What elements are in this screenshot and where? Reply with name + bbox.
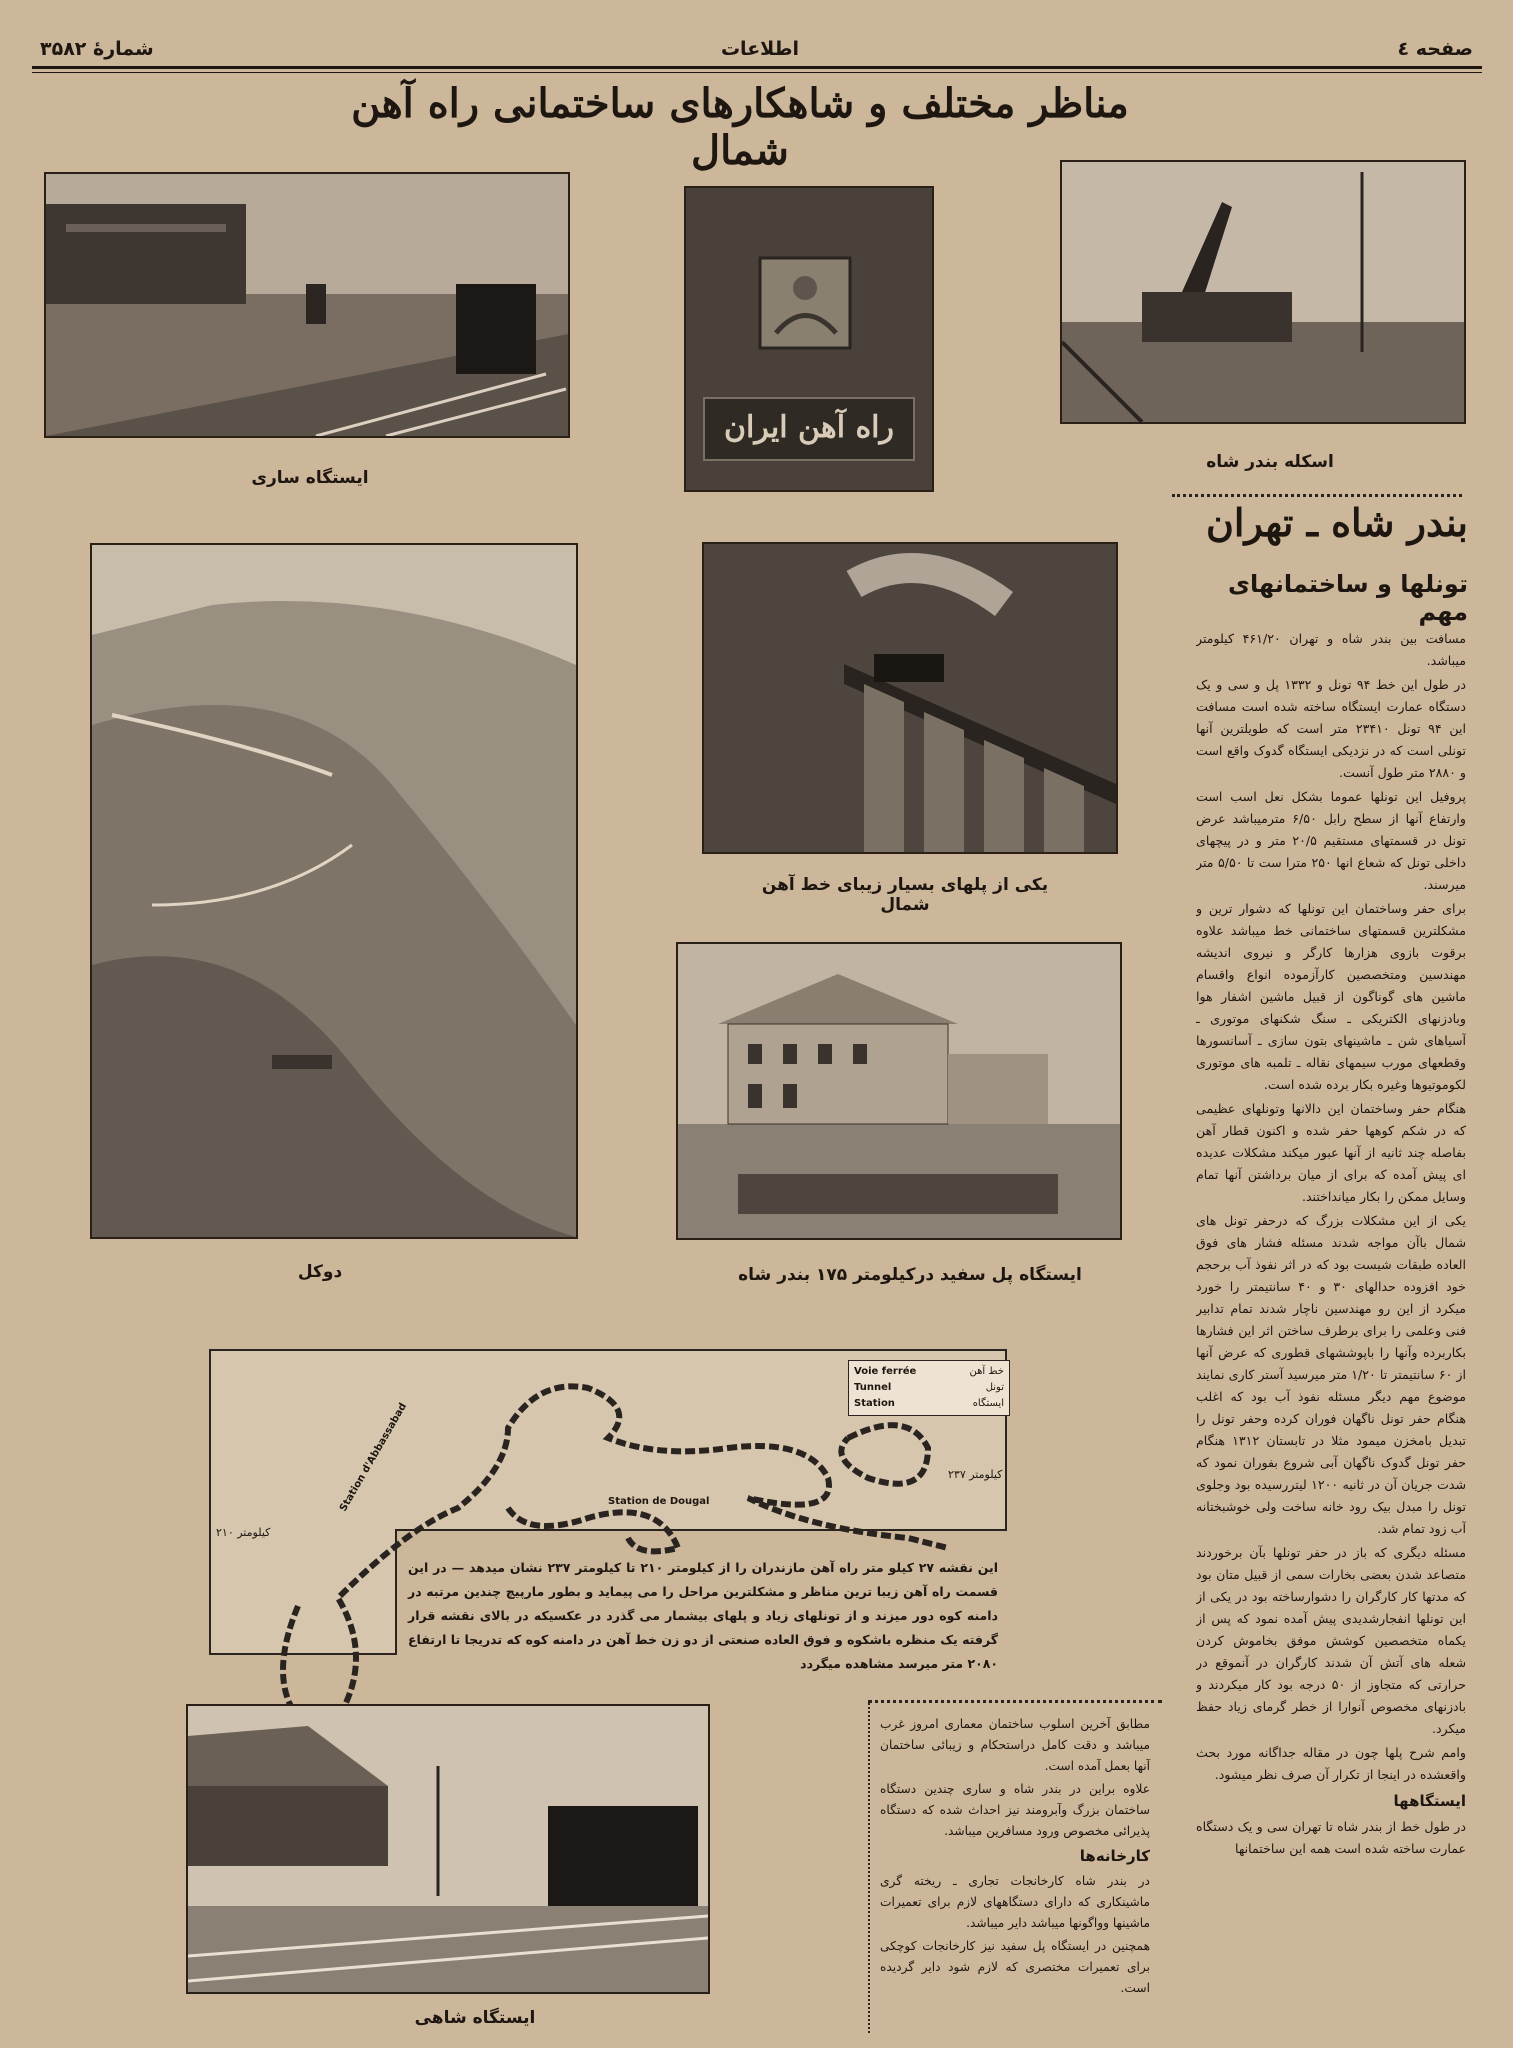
photo-pol-sefid-station xyxy=(676,942,1122,1240)
map-label-km210: کیلومتر ۲۱۰ xyxy=(216,1526,271,1539)
map-legend xyxy=(848,1360,1010,1416)
caption-shahi-station: ایستگاه شاهی xyxy=(414,2008,536,2028)
newspaper-name: اطلاعات xyxy=(720,38,800,60)
box-paragraph: در بندر شاه کارخانجات تجاری ـ ریخته گری ماشینکاری که دارای دستگاههای لازم برای تعمیرات ماشینها وواگونها میباشد دایر میباشد. xyxy=(880,1874,1150,1930)
map-caption: این نقشه ۲۷ کیلو متر راه آهن مازندران را از کیلومتر ۲۱۰ تا کیلومتر ۲۳۷ نشان میدهد — در این قسمت راه آهن زیبا ترین مناظر و مشکلترین مراحل را می پیماید و بطور مارپیچ چندین مرتبه در دامنه کوه دور میزند و از تونلهای زیاد و پلهای بیشمار می گذرد در عکسیکه در بالای نقشه قرار گرفته یک منظره باشکوه و فوق العاده صنعتی از دو زن خط آهن در دامنه کوه که تدریجا تا ارتفاع ۲۰۸۰ متر میرسد مشاهده میگردد xyxy=(408,1560,998,1671)
caption-sari-station: ایستگاه ساری xyxy=(251,468,369,488)
photo-dokal-mountain xyxy=(90,543,578,1239)
issue-number: شمارهٔ ۳۵۸۲ xyxy=(40,38,154,60)
caption-railway-bridge: یکی از پلهای بسیار زیبای خط آهن شمال xyxy=(761,875,1049,915)
article-paragraph: مسافت بین بندر شاه و تهران ۴۶۱/۲۰ کیلومتر میباشد. xyxy=(1196,631,1466,668)
article-title: بندر شاه ـ تهران xyxy=(1205,500,1468,545)
caption-pol-sefid-station: ایستگاه پل سفید درکیلومتر ۱۷۵ بندر شاه xyxy=(738,1265,1082,1285)
article-rule xyxy=(1172,494,1462,497)
map-label-abbasabad: Station d'Abbassabad xyxy=(338,1401,410,1514)
legend-fr: Station xyxy=(854,1398,895,1409)
photo-bandar-shah-pier xyxy=(1060,160,1466,424)
legend-fr: Tunnel xyxy=(854,1382,892,1393)
legend-row xyxy=(854,1364,1004,1380)
legend-row xyxy=(854,1396,1004,1412)
page-number: صفحه ٤ xyxy=(1397,38,1473,60)
legend-row xyxy=(854,1380,1004,1396)
header-rule-thin xyxy=(32,72,1482,73)
header-rule xyxy=(32,66,1482,69)
photo-railway-bridge xyxy=(702,542,1118,854)
plaque-text: راه آهن ایران xyxy=(723,410,895,445)
photo-sari-station xyxy=(44,172,570,438)
stations-heading: ایستگاهها xyxy=(1393,1792,1466,1810)
banner-title: مناظر مختلف و شاهکارهای ساختمانی راه آهن شمال xyxy=(351,80,1129,174)
legend-fr: Voie ferrée xyxy=(854,1366,917,1377)
factories-heading: کارخانه‌ها xyxy=(1079,1847,1150,1865)
box-paragraph: همچنین در ایستگاه پل سفید نیز کارخانجات کوچکی برای تعمیرات مختصری که لازم شود دایر گردیده است. xyxy=(880,1939,1150,1995)
article-body xyxy=(1196,628,1466,2038)
map-label-dougal: Station de Dougal xyxy=(608,1496,710,1507)
box-paragraph: مطابق آخرین اسلوب ساختمان معماری امروز غرب میباشد و دقت کامل دراستحکام و زیبائی ساختمان آنها بعمل آمده است. xyxy=(880,1717,1150,1773)
legend-fa: تونل xyxy=(985,1382,1004,1393)
article-paragraph: هنگام حفر وساختمان این دالانها وتونلهای عظیمی که در شکم کوهها حفر شده و اکنون قطار آهن بفاصله چند ثانیه از آنها عبور میکند مشکلات عدیده ای پیش آمده که برای از میان برداشتن آنها تمام وسایل ممکن را بکار میانداختند. xyxy=(1196,1101,1466,1204)
article-paragraph: یکی از این مشکلات بزرگ که درحفر تونل های شمال باآن مواجه شدند مسئله فشار های فوق العاده طبقات شیست بود که در اثر نفوذ آب برحجم خود افزوده حدالهای ۳۰ و ۴۰ سانتیمتر را خورد میکرد از این رو مهندسین ناچار شدند تمام تدابیر فنی وعلمی را برای برطرف ساختن اثر این فشارها بکاربرده وآنها را باپوششهای قطوری که عرض آنها از ۶۰ سانتیمتر تا ۱/۲۰ متر میرسید آستر کاری نمایند موضوع مهم دیگر مسئله نفوذ آب بود که اغلب هنگام حفر تونل ناگهان فوران کرده وحفر تونل را تبدیل بامخزن میمود مثلا در تابستان ۱۳۱۲ هنگام حفر تونل گدوک ناگهان آبی شروع بفوران نمود که شدت جریان آن در ثانیه ۱۲۰۰ لیتررسیده بود وجلوی تونل را مبدل بیک رود خانه ساخت ولی خوشبختانه آب زود تمام شد. xyxy=(1196,1213,1466,1536)
article-paragraph: در طول خط از بندر شاه تا تهران سی و یک دستگاه عمارت ساخته شده است همه این ساختمانها xyxy=(1196,1819,1466,1856)
article-paragraph: پروفیل این تونلها عموما بشکل نعل اسب است وارتفاع آنها از سطح رابل ۶/۵۰ مترمیباشد عرض تونل در قسمتهای مستقیم ۲۰/۵ متر و در پیچهای داخلی تونل که شعاع انها ۲۵۰ مترا ست تا ۵/۵۰ متر میرسند. xyxy=(1196,789,1466,892)
legend-fa: خط آهن xyxy=(969,1366,1004,1377)
legend-fa: ایستگاه xyxy=(972,1398,1004,1409)
caption-dokal: دوکل xyxy=(297,1262,343,1282)
article-paragraph: مسئله دیگری که باز در حفر تونلها بآن برخوردند متصاعد شدن بعضی بخارات سمی از قبیل متان بود که مدتها کار کارگران را دشوارساخته بود در یکی از این تونلها انفجارشدیدی پیش آمده نمود که پس از یکماه متخصصین کوشش موفق بخاموش کردن شعله های آتش آن شدند کارگران در آنموقع در حرارتی که متجاوز از ۵۰ درجه بود کار میکردند و بادزنهای مخصوص آنوارا از خطر گرمای زیاد حفظ میکرد. xyxy=(1196,1545,1466,1736)
box-paragraph: علاوه براین در بندر شاه و ساری چندین دستگاه ساختمان بزرگ وآبرومند نیز احداث شده که دستگاه پذیرائی مخصوص ورود مسافرین میباشد. xyxy=(880,1782,1150,1838)
photo-railway-plaque xyxy=(684,186,934,492)
photo-shahi-station xyxy=(186,1704,710,1994)
article-subtitle: تونلها و ساختمانهای مهم xyxy=(1227,570,1468,626)
map-label-km237: کیلومتر ۲۳۷ xyxy=(948,1468,1003,1481)
article-paragraph: وامم شرح پلها چون در مقاله جداگانه مورد بحث واقعشده در اینجا از تکرار آن صرف نظر میشود. xyxy=(1196,1745,1466,1782)
article-paragraph: برای حفر وساختمان این تونلها که دشوار ترین و مشکلترین قسمتهای ساختمانی خط میباشد علاوه برقوت بازوی هزارها کارگر و نیروی اندیشه مهندسین ومتخصصین کارآزموده انواع واقسام ماشین های گوناگون از قبیل ماشین اشفار هوا وبادزنهای الکتریکی ـ سنگ شکنهای موتوری ـ آسیاهای شن ـ ماشینهای بتون سازی ـ آسانسورها وقطعهای مورب سیمهای نقاله ـ تلمبه های موتوری لکوموتیوها وغیره بکار برده شده است. xyxy=(1196,901,1466,1092)
caption-bandar-shah-pier: اسکله بندر شاه xyxy=(1206,452,1334,472)
article-paragraph: در طول این خط ۹۴ تونل و ۱۳۳۲ پل و سی و یک دستگاه عمارت ایستگاه ساخته شده است مسافت این ۹۴ تونل ۲۳۴۱۰ متر است که طویلترین آنها تونلی است که در نزدیکی ایستگاه گدوک واقع است و ۲۸۸۰ متر طول آنست. xyxy=(1196,677,1466,780)
box-column xyxy=(880,1714,1150,2001)
